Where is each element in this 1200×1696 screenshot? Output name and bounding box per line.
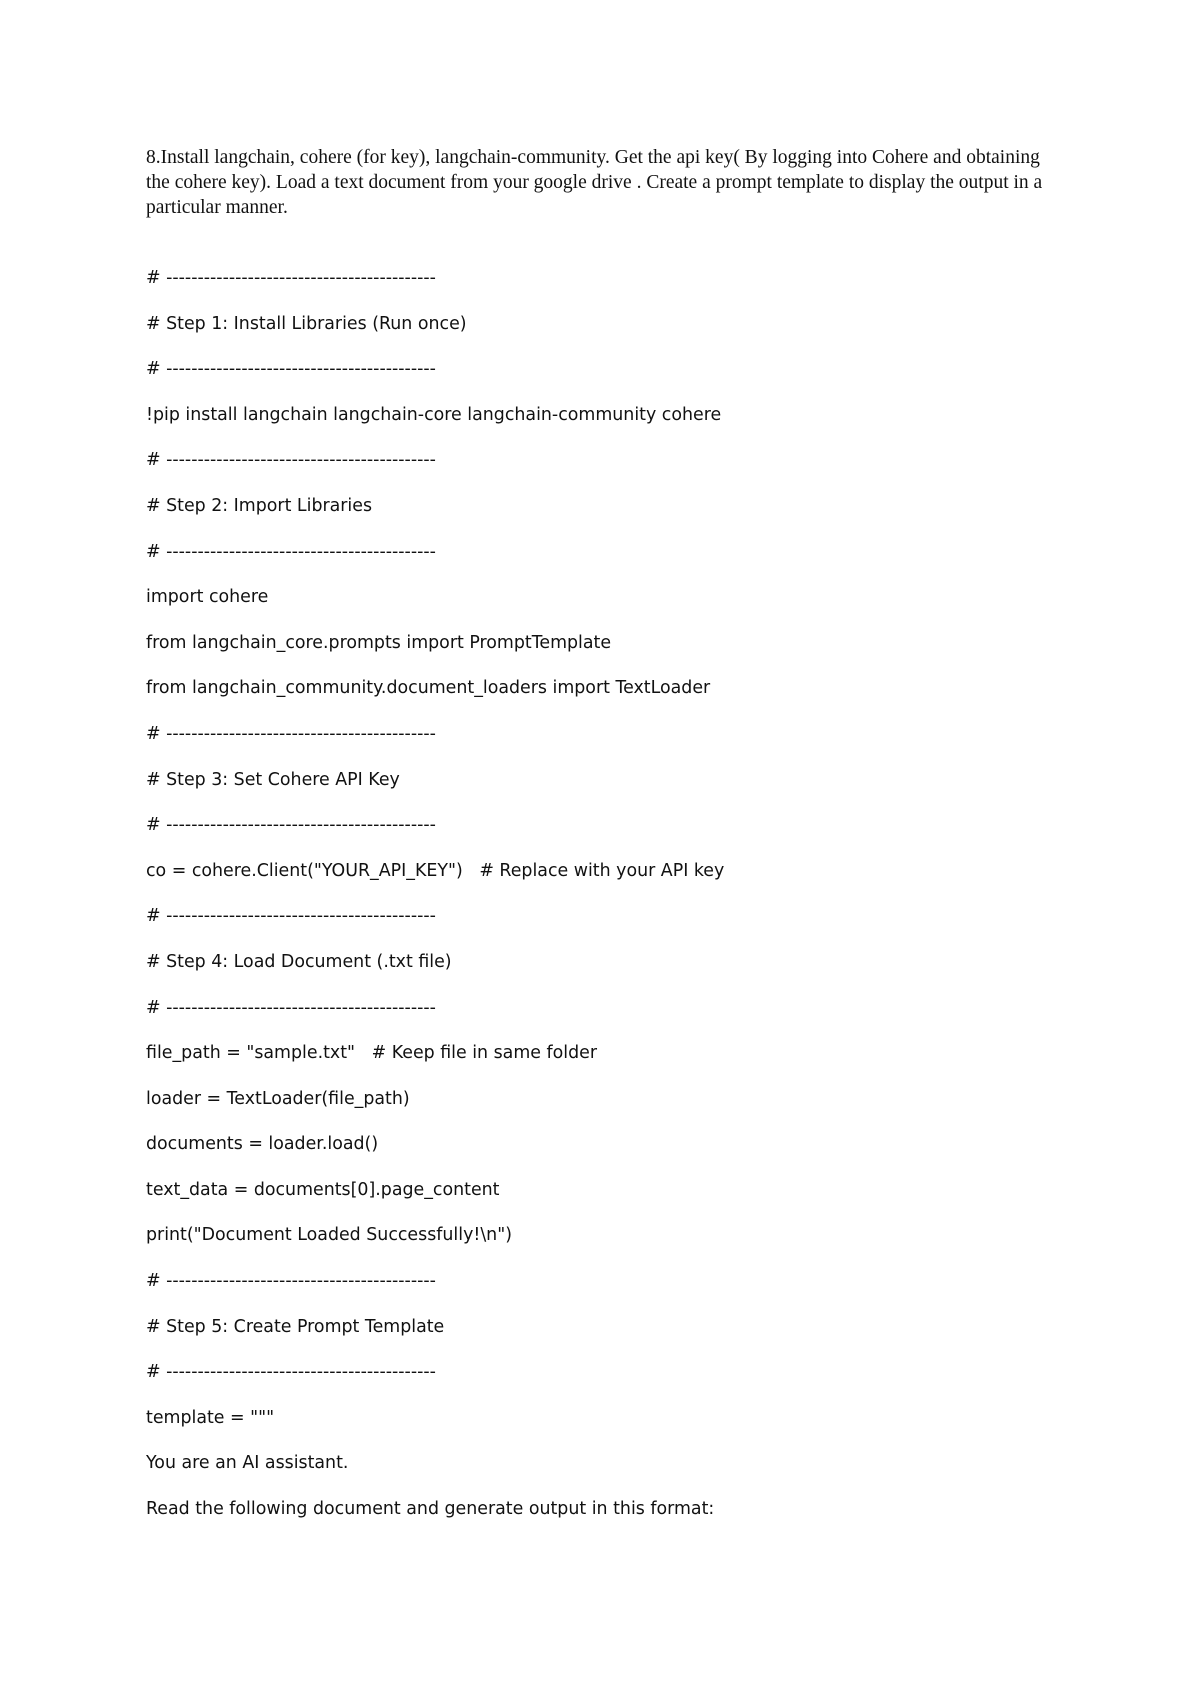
step-5-heading: # Step 5: Create Prompt Template: [146, 1316, 445, 1337]
step-4-heading: # Step 4: Load Document (.txt file): [146, 951, 452, 972]
separator-line: # -------------------------------------------: [146, 268, 436, 288]
cohere-client-line: co = cohere.Client("YOUR_API_KEY") # Replace with your API key: [146, 860, 725, 881]
import-cohere-line: import cohere: [146, 587, 269, 608]
step-2-heading: # Step 2: Import Libraries: [146, 495, 373, 516]
separator-line: # -------------------------------------------: [146, 815, 436, 836]
template-text-line: Read the following document and generate output in this format:: [146, 1499, 715, 1520]
pip-install-command: !pip install langchain langchain-core langchain-community cohere: [146, 404, 722, 425]
print-line: print("Document Loaded Successfully!\n"): [146, 1225, 512, 1246]
separator-line: # -------------------------------------------: [146, 541, 436, 562]
template-text-line: You are an AI assistant.: [146, 1453, 349, 1474]
template-assignment-line: template = """: [146, 1407, 275, 1428]
separator-line: # -------------------------------------------: [146, 997, 436, 1018]
text-data-line: text_data = documents[0].page_content: [146, 1179, 500, 1200]
task-description: 8.Install langchain, cohere (for key), langchain-community. Get the api key( By logging into Cohere and obtaining the cohere key). Load a text document from your google drive . Create a prompt template to display the output in a particular manner.: [146, 147, 1043, 218]
separator-line: # -------------------------------------------: [146, 359, 436, 380]
separator-line: # -------------------------------------------: [146, 1271, 436, 1292]
loader-line: loader = TextLoader(file_path): [146, 1088, 410, 1109]
separator-line: # -------------------------------------------: [146, 1362, 436, 1383]
import-textloader-line: from langchain_community.document_loaders import TextLoader: [146, 678, 711, 699]
separator-line: # -------------------------------------------: [146, 723, 436, 744]
documents-line: documents = loader.load(): [146, 1134, 379, 1155]
step-3-heading: # Step 3: Set Cohere API Key: [146, 769, 400, 790]
code-listing: [146, 266, 1106, 1543]
step-1-heading: # Step 1: Install Libraries (Run once): [146, 313, 467, 334]
import-prompttemplate-line: from langchain_core.prompts import PromptTemplate: [146, 632, 612, 653]
separator-line: # -------------------------------------------: [146, 450, 436, 471]
separator-line: # -------------------------------------------: [146, 906, 436, 927]
file-path-line: file_path = "sample.txt" # Keep file in same folder: [146, 1043, 597, 1064]
